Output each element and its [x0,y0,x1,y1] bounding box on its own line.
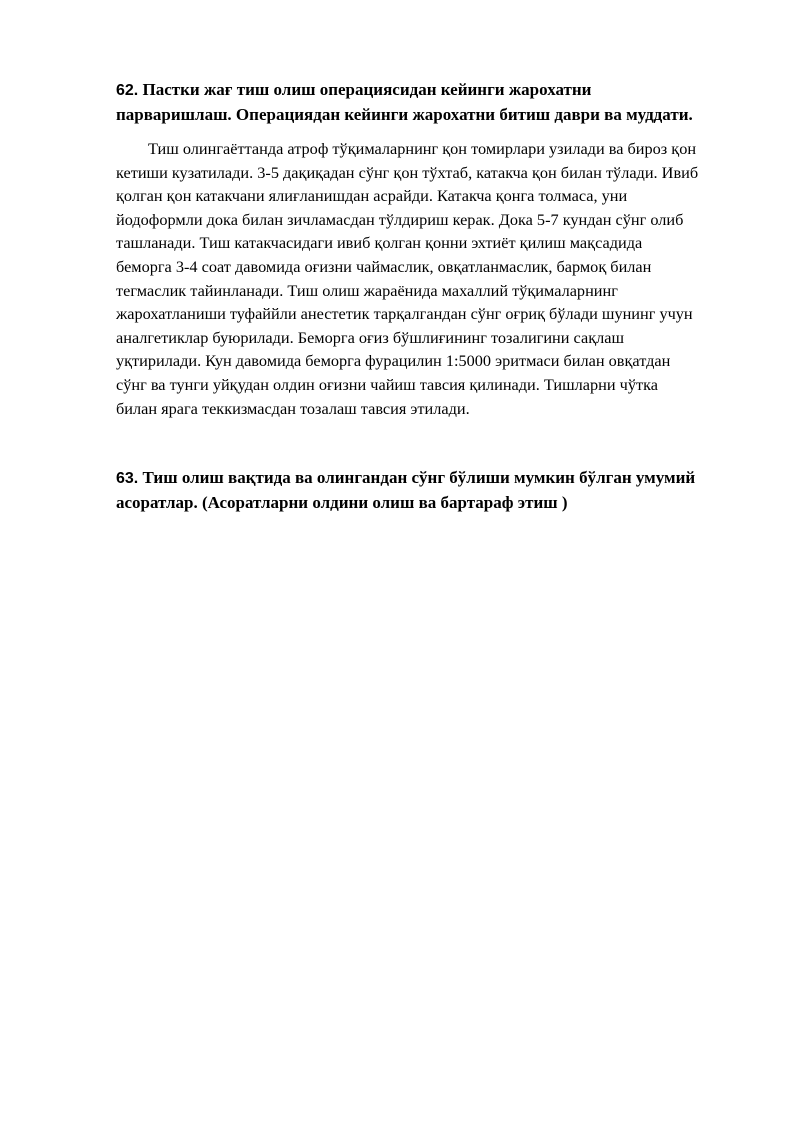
section-62-heading [116,78,700,127]
section-63-heading [116,466,700,515]
page-content [116,78,700,515]
section-63-title: Тиш олиш вақтида ва олингандан сўнг бўлиши мумкин бўлган умумий асоратлар. (Асоратларни олдини олиш ва бартараф этиш ) [116,468,696,513]
section-62-number: 62. [116,82,139,99]
section-63-number: 63. [116,470,139,488]
section-62-title: Пастки жағ тиш олиш операциясидан кейинги жарохатни парваришлаш. Операциядан кейинги жарохатни битиш даври ва муддати. [116,80,693,124]
section-62-body: Тиш олингаёттанда атроф тўқималарнинг қон томирлари узилади ва бироз қон кетиши кузатилади. 3-5 дақиқадан сўнг қон тўхтаб, катакча қон билан тўлади. Ивиб қолган қон катакчани ялиғланишдан асрайди. Катакча қонга толмаса, уни йодоформли дока билан зичламасдан тўлдириш керак. Дока 5-7 кундан сўнг олиб ташланади. Тиш катакчасидаги ивиб қолган қонни эхтиёт қилиш мақсадида беморга 3-4 соат давомида оғизни чаймаслик, овқатланмаслик, бармоқ билан тегмаслик тайинланади. Тиш олиш жараёнида махаллий тўқималарнинг жарохатланиши туфаййли анестетик тарқалгандан сўнг оғриқ бўлади шунинг учун аналгетиклар буюрилади. Беморга оғиз бўшлиғининг тозалигини сақлаш уқтирилади. Кун давомида беморга фурацилин 1:5000 эритмаси билан овқатдан сўнг ва тунги уйқудан олдин оғизни чайиш тавсия қилинади. Тишларни чўтка билан ярага теккизмасдан тозалаш тавсия этилади. [116,139,699,418]
